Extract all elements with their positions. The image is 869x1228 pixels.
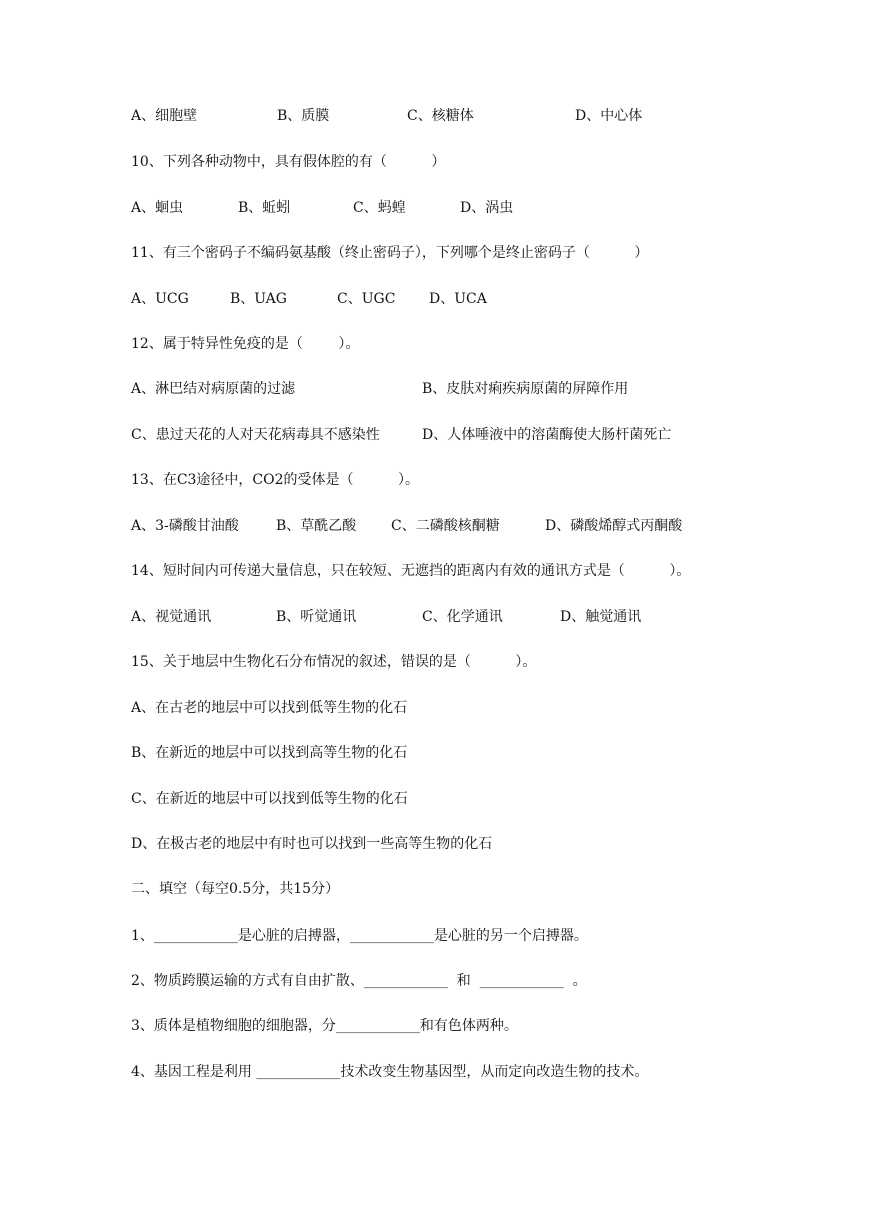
q11-option-c: C、UGC (337, 291, 396, 307)
q12-option-c: C、患过天花的人对天花病毒具不感染性 (131, 427, 380, 443)
q15-option-b: B、在新近的地层中可以找到高等生物的化石 (131, 745, 408, 761)
q13-stem: 13、在C3途径中，CO2的受体是（ ）。 (131, 472, 420, 488)
q10-option-d: D、涡虫 (460, 200, 514, 216)
fill-item-2: 2、物质跨膜运输的方式有自由扩散、____________ 和 ____________ 。 (131, 973, 587, 989)
q11-stem: 11、有三个密码子不编码氨基酸（终止密码子），下列哪个是终止密码子（ ） (131, 245, 649, 261)
q13-option-b: B、草酰乙酸 (276, 518, 357, 534)
q11-option-a: A、UCG (131, 291, 189, 307)
q15-stem: 15、关于地层中生物化石分布情况的叙述，错误的是（ ）。 (131, 654, 537, 670)
q15-option-d: D、在极古老的地层中有时也可以找到一些高等生物的化石 (131, 836, 493, 852)
q14-option-d: D、触觉通讯 (560, 609, 642, 625)
q9-option-a: A、细胞壁 (131, 108, 198, 124)
q9-option-b: B、质膜 (277, 108, 330, 124)
fill-item-4: 4、基因工程是利用 ____________技术改变生物基因型，从而定向改造生物的技术。 (131, 1064, 649, 1080)
q13-option-d: D、磷酸烯醇式丙酮酸 (545, 518, 683, 534)
q15-option-c: C、在新近的地层中可以找到低等生物的化石 (131, 791, 408, 807)
q12-stem: 12、属于特异性免疫的是（ ）。 (131, 336, 360, 352)
q12-option-b: B、皮肤对痢疾病原菌的屏障作用 (422, 381, 629, 397)
q14-option-a: A、视觉通讯 (131, 609, 212, 625)
fill-item-1: 1、____________是心脏的启搏器，____________是心脏的另一个启搏器。 (131, 928, 588, 944)
q11-option-d: D、UCA (429, 291, 487, 307)
q10-option-c: C、蚂蝗 (353, 200, 406, 216)
fill-item-3: 3、质体是植物细胞的细胞器，分____________和有色体两种。 (131, 1018, 518, 1034)
q14-stem: 14、短时间内可传递大量信息，只在较短、无遮挡的距离内有效的通讯方式是（ ）。 (131, 563, 691, 579)
q12-option-d: D、人体唾液中的溶菌酶使大肠杆菌死亡 (422, 427, 672, 443)
q10-stem: 10、下列各种动物中，具有假体腔的有（ ） (131, 154, 446, 170)
q9-option-c: C、核糖体 (407, 108, 474, 124)
q12-option-a: A、淋巴结对病原菌的过滤 (131, 381, 296, 397)
q14-option-b: B、听觉通讯 (276, 609, 357, 625)
section2-heading: 二、填空（每空0.5分，共15分） (131, 881, 340, 897)
q13-option-c: C、二磷酸核酮糖 (391, 518, 500, 534)
q15-option-a: A、在古老的地层中可以找到低等生物的化石 (131, 700, 408, 716)
q14-option-c: C、化学通讯 (422, 609, 503, 625)
q9-option-d: D、中心体 (575, 108, 643, 124)
q10-option-a: A、蛔虫 (131, 200, 184, 216)
q11-option-b: B、UAG (230, 291, 287, 307)
q13-option-a: A、3-磷酸甘油酸 (131, 518, 239, 534)
q10-option-b: B、蚯蚓 (238, 200, 291, 216)
